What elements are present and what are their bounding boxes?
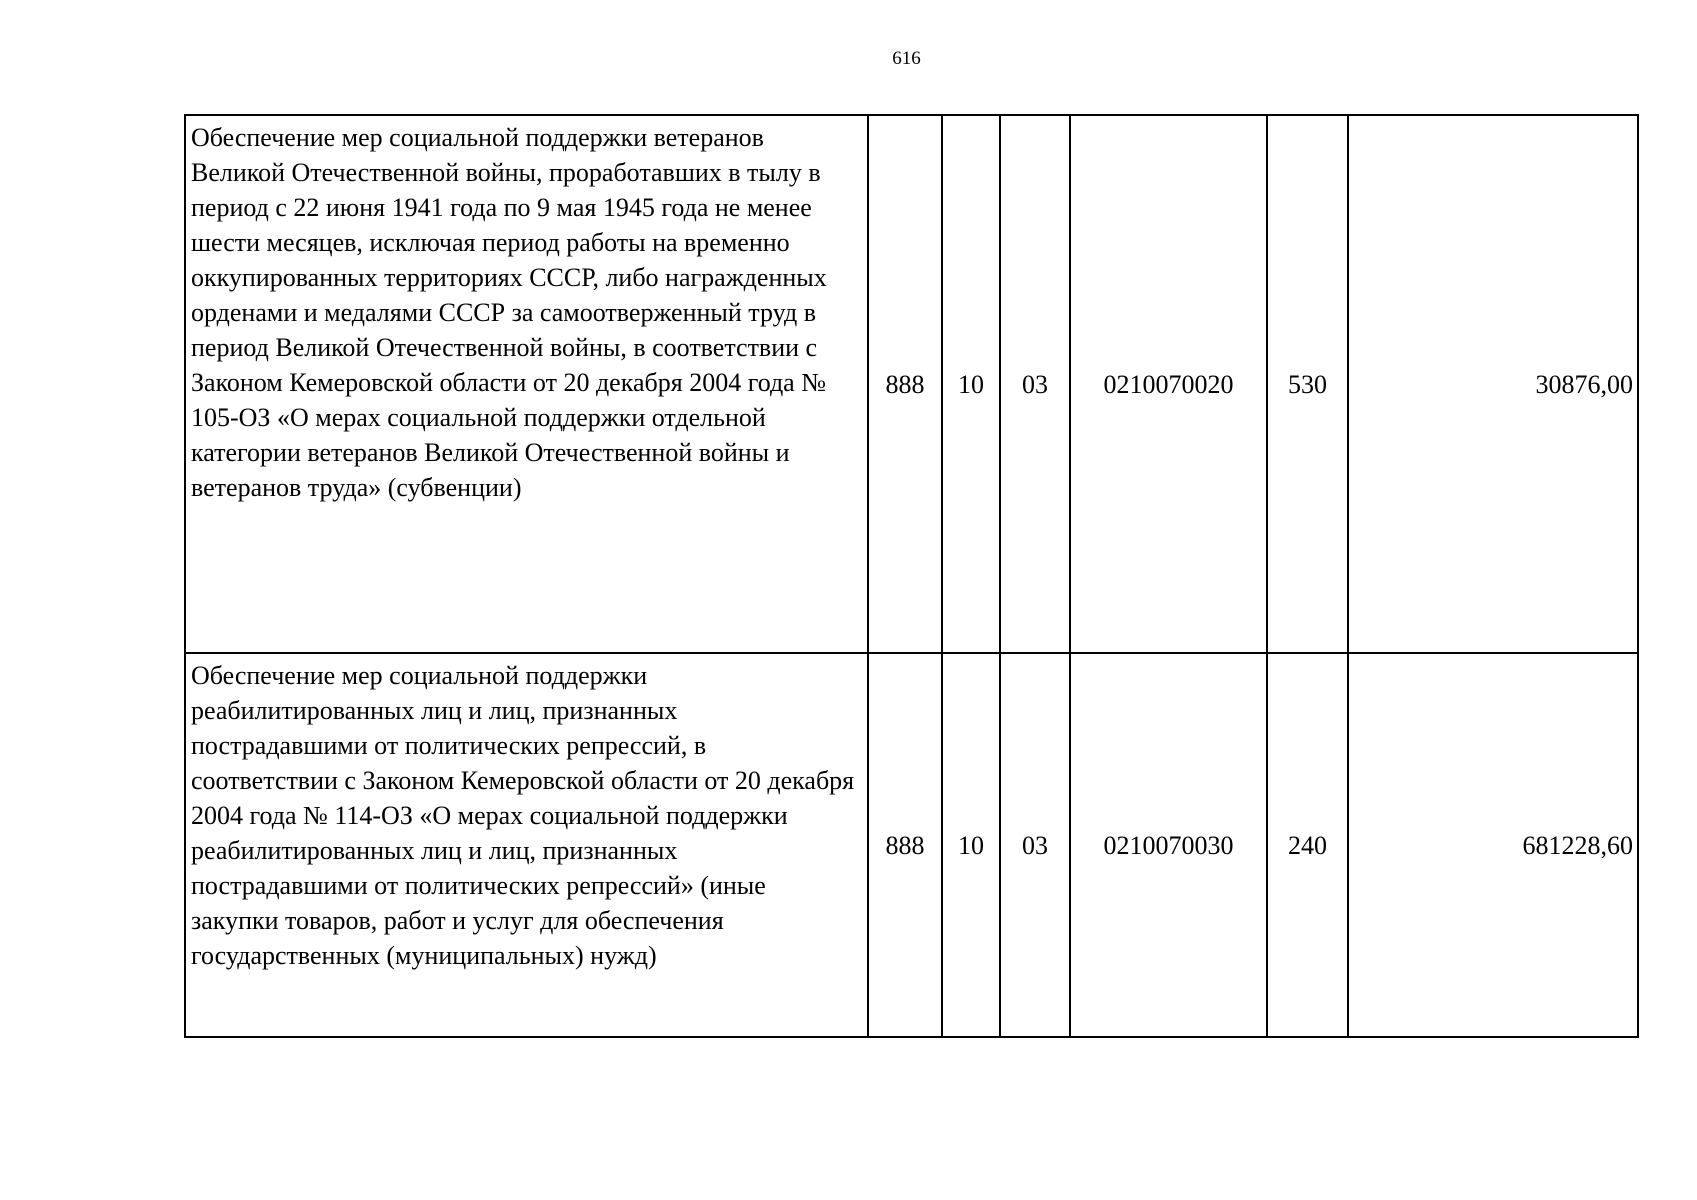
subsection-code: 03: [1000, 115, 1070, 653]
page-number: 616: [892, 48, 921, 69]
target-article-code: 0210070020: [1070, 115, 1267, 653]
budget-table: [184, 114, 1639, 1038]
section-code: 10: [942, 115, 1000, 653]
section-code: 10: [942, 653, 1000, 1037]
expense-type-code: 530: [1267, 115, 1348, 653]
table-row: [185, 653, 1638, 1037]
ministry-code: 888: [868, 115, 942, 653]
amount: 30876,00: [1348, 115, 1638, 653]
subsection-code: 03: [1000, 653, 1070, 1037]
row-description: Обеспечение мер социальной поддержки реабилитированных лиц и лиц, признанных пострадавшими от политических репрессий, в соответствии с Законом Кемеровской области от 20 декабря 2004 года № 114-ОЗ «О мерах социальной поддержки реабилитированных лиц и лиц, признанных пострадавшими от политических репрессий» (иные закупки товаров, работ и услуг для обеспечения государственных (муниципальных) нужд): [185, 653, 868, 1037]
row-description: Обеспечение мер социальной поддержки ветеранов Великой Отечественной войны, проработавших в тылу в период с 22 июня 1941 года по 9 мая 1945 года не менее шести месяцев, исключая период работы на временно оккупированных территориях СССР, либо награжденных орденами и медалями СССР за самоотверженный труд в период Великой Отечественной войны, в соответствии с Законом Кемеровской области от 20 декабря 2004 года № 105-ОЗ «О мерах социальной поддержки отдельной категории ветеранов Великой Отечественной войны и ветеранов труда» (субвенции): [185, 115, 868, 653]
amount: 681228,60: [1348, 653, 1638, 1037]
ministry-code: 888: [868, 653, 942, 1037]
table-row: [185, 115, 1638, 653]
target-article-code: 0210070030: [1070, 653, 1267, 1037]
expense-type-code: 240: [1267, 653, 1348, 1037]
